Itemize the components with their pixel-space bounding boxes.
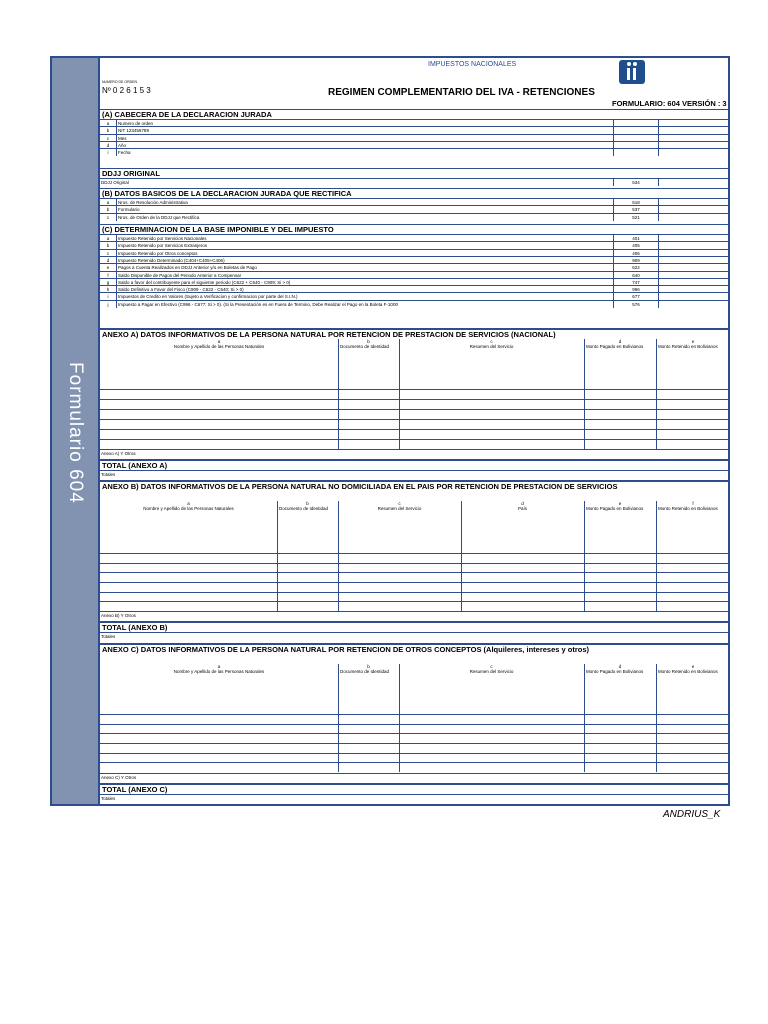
row-code: 909 (613, 257, 659, 264)
section-a-row (100, 148, 728, 156)
row-letter: a (100, 120, 117, 127)
row-description: Saldo Disponible de Pagos del Periodo Anterior a Compensar (118, 272, 242, 278)
table-row[interactable] (100, 582, 728, 583)
table-row[interactable] (100, 419, 728, 420)
anexo-b-table (100, 501, 728, 611)
section-b-title: (B) DATOS BASICOS DE LA DECLARACION JURADA QUE RECTIFICA (100, 188, 728, 198)
column-letter: c (490, 664, 493, 669)
anexo-a-table (100, 339, 728, 449)
anexo-b-total-title: TOTAL (ANEXO B) (100, 621, 728, 632)
table-row[interactable] (100, 429, 728, 430)
row-description: Impuesto Retenido por Otros conceptos (118, 250, 198, 256)
row-letter: a (100, 199, 117, 206)
row-letter: e (100, 264, 117, 271)
ddjj-title: DDJJ ORIGINAL (100, 168, 728, 178)
row-letter: h (100, 286, 117, 293)
column-letter: d (618, 664, 622, 669)
table-column-divider (277, 501, 278, 611)
column-letter: d (521, 501, 524, 506)
table-row[interactable] (100, 601, 728, 602)
column-letter: a (217, 664, 221, 669)
section-c-row (100, 300, 728, 308)
row-letter: d (100, 257, 117, 264)
ddjj-row-desc: DDJJ Original (101, 180, 129, 185)
row-description: Numero de orden (118, 121, 154, 126)
column-header: Monto Pagado en Bolivianos (586, 669, 644, 674)
table-column-divider (338, 664, 339, 772)
anexo-b-title: ANEXO B) DATOS INFORMATIVOS DE LA PERSONA NATURAL NO DOMICILIADA EN EL PAIS POR RETENCION DE PRESTACION DE SERVICIOS (100, 480, 728, 491)
agency-name: IMPUESTOS NACIONALES (428, 61, 517, 68)
anexo-b-footer-row (100, 611, 728, 620)
anexo-c-footer: Anexo C) Y Otros (101, 775, 137, 780)
form-content (100, 58, 728, 804)
anexo-a-totales: Totales (101, 472, 116, 477)
order-number: Nº 0 2 6 1 5 3 (102, 86, 151, 95)
column-header: Nombre y Apellido de las Personas Naturales (173, 344, 265, 349)
row-description: Formulario (118, 207, 140, 213)
table-column-divider (584, 501, 585, 611)
column-header: Resumen del Servicio (377, 506, 422, 511)
anexo-b-totales-row (100, 632, 728, 641)
row-code: 622 (613, 264, 659, 271)
row-value-field[interactable] (657, 301, 728, 308)
row-code: 576 (613, 301, 659, 308)
table-row[interactable] (100, 733, 728, 734)
anexo-a-total-title: TOTAL (ANEXO A) (100, 459, 728, 470)
row-letter: i (100, 293, 117, 300)
row-code: 537 (613, 206, 659, 213)
anexo-c-total-title: TOTAL (ANEXO C) (100, 783, 728, 794)
row-description: Impuesto a Pagar en Efectivo (C996 - C677; Si > 0). (Si la Presentación es en Fuera de Termino, Debe Realizar el Pago en la Boleta F-1000 (118, 301, 398, 307)
column-header: Nombre y Apellido de las Personas Naturales (143, 506, 234, 511)
row-description: Impuestos de Credito en Valores (Sujeto a Verificacion y confirmacion por parte del S.I.N.) (118, 294, 298, 300)
row-value-field[interactable] (657, 214, 728, 221)
section-b-row (100, 213, 728, 221)
table-row[interactable] (100, 753, 728, 754)
table-column-divider (656, 339, 657, 449)
table-row[interactable] (100, 439, 728, 440)
anexo-c-totales: Totales (101, 796, 116, 801)
row-description: Saldo a favor del contribuyente para el siguiente periodo (C622 + C640 - C909; Si > 0) (118, 279, 291, 285)
table-column-divider (338, 339, 339, 449)
row-code (613, 149, 659, 156)
row-letter: g (100, 279, 117, 286)
column-header: Monto Retenido en Bolivianos (658, 506, 718, 511)
column-letter: a (217, 339, 221, 344)
column-header: Monto Retenido en Bolivianos (658, 669, 718, 674)
page-title: REGIMEN COMPLEMENTARIO DEL IVA - RETENCIONES (328, 87, 595, 98)
row-letter: c (100, 214, 117, 221)
row-letter: b (100, 206, 117, 213)
section-c-title: (C) DETERMINACION DE LA BASE IMPONIBLE Y DEL IMPUESTO (100, 224, 728, 234)
anexo-a-title: ANEXO A) DATOS INFORMATIVOS DE LA PERSONA NATURAL POR RETENCION DE PRESTACION DE SERVICIOS (NACIONAL) (100, 328, 728, 339)
anexo-c-table (100, 664, 728, 772)
row-letter: i (100, 149, 117, 156)
column-header: Nombre y Apellido de las Personas Naturales (173, 669, 265, 674)
anexo-c-footer-row (100, 773, 728, 782)
form-604 (50, 56, 730, 806)
row-letter: a (100, 235, 117, 242)
anexo-a-footer-row (100, 449, 728, 458)
row-description: Saldo Definitivo a Favor del Fisco (C909 - C622 - C640; Si > 0) (118, 287, 244, 293)
table-row[interactable] (100, 714, 728, 715)
row-letter: f (100, 272, 117, 279)
row-description: Impuesto Retenido Determinado (C404+C405+C406) (118, 257, 225, 263)
sidebar (52, 58, 100, 804)
table-column-divider (399, 664, 400, 772)
sidebar-title: Formulario 604 (65, 362, 86, 504)
table-row[interactable] (100, 389, 728, 390)
ddjj-row-code: 534 (613, 179, 659, 186)
table-row[interactable] (100, 553, 728, 554)
ddjj-row (100, 178, 728, 186)
form-version: FORMULARIO: 604 VERSIÓN : 3 (612, 99, 727, 108)
anexo-b-totales: Totales (101, 634, 116, 639)
anexo-b-footer: Anexo B) Y Otros (101, 613, 136, 618)
row-code: 521 (613, 214, 659, 221)
anexo-c-totales-row (100, 794, 728, 803)
row-letter: b (100, 127, 117, 134)
table-row[interactable] (100, 572, 728, 573)
column-header: Monto Pagado en Bolivianos (586, 506, 644, 511)
row-description: Fecha (118, 150, 131, 156)
column-letter: c (398, 501, 401, 506)
section-a-title: (A) CABECERA DE LA DECLARACION JURADA (100, 109, 728, 119)
table-column-divider (656, 664, 657, 772)
column-header: Resumen del Servicio (469, 344, 514, 349)
row-description: Pagos a Cuenta Realizados en DDJJ Anterior y/o en Boletas de Pago (118, 265, 257, 271)
row-description: Mes (118, 135, 127, 141)
table-row[interactable] (100, 563, 728, 564)
table-column-divider (338, 501, 339, 611)
row-letter: b (100, 242, 117, 249)
column-header: Resumen del Servicio (469, 669, 514, 674)
column-letter: a (187, 501, 190, 506)
column-letter: f (692, 501, 694, 506)
column-header: Documento de Identidad (340, 344, 390, 349)
table-column-divider (656, 501, 657, 611)
column-letter: b (367, 339, 370, 344)
anexo-c-title: ANEXO C) DATOS INFORMATIVOS DE LA PERSONA NATURAL POR RETENCION DE OTROS CONCEPTOS (Alquileres, intereses y otros) (100, 643, 728, 654)
row-description: Nros. de Orden de la DDJJ que Rectifica (118, 214, 200, 220)
row-code: 518 (613, 199, 659, 206)
row-description: Impuesto Retenido por Servicios Nacionales (118, 236, 207, 241)
column-letter: e (691, 664, 695, 669)
row-code: 401 (613, 235, 659, 242)
table-row[interactable] (100, 724, 728, 725)
table-row[interactable] (100, 743, 728, 744)
row-description: Impuesto Retenido por Servicios Extranjeros (118, 243, 208, 249)
anexo-a-footer: Anexo A) Y Otros (101, 451, 136, 456)
row-letter: j (100, 301, 117, 308)
column-header: Documento de Identidad (279, 506, 329, 511)
row-description: Nros. de Resolución Administrativa (118, 200, 188, 205)
table-row[interactable] (100, 409, 728, 410)
impuestos-nacionales-logo-icon (619, 60, 645, 84)
row-description: Año (118, 142, 127, 148)
row-code: 677 (613, 293, 659, 300)
column-header: País (517, 506, 527, 511)
row-code: 406 (613, 250, 659, 257)
table-row[interactable] (100, 592, 728, 593)
column-header: Documento de Identidad (340, 669, 390, 674)
column-letter: e (618, 501, 622, 506)
author-signature: ANDRIUS_K (663, 809, 721, 820)
column-letter: b (367, 664, 370, 669)
ddjj-value-field[interactable] (657, 179, 728, 186)
column-header: Monto Retenido en Bolivianos (658, 344, 718, 349)
column-letter: c (490, 339, 493, 344)
row-letter: d (100, 142, 117, 149)
table-row[interactable] (100, 762, 728, 763)
row-code: 640 (613, 272, 659, 279)
table-column-divider (461, 501, 462, 611)
order-label: NUMERO DE ORDEN (102, 80, 138, 84)
table-row[interactable] (100, 399, 728, 400)
column-letter: e (691, 339, 695, 344)
row-code: 747 (613, 279, 659, 286)
row-value-field[interactable] (657, 149, 728, 156)
row-code: 996 (613, 286, 659, 293)
anexo-a-totales-row (100, 470, 728, 479)
row-description: NIT 123456789 (118, 128, 149, 134)
table-column-divider (584, 664, 585, 772)
row-letter: c (100, 135, 117, 142)
row-letter: c (100, 250, 117, 257)
table-column-divider (584, 339, 585, 449)
row-code: 405 (613, 242, 659, 249)
column-letter: d (618, 339, 622, 344)
table-column-divider (399, 339, 400, 449)
column-header: Monto Pagado en Bolivianos (586, 344, 644, 349)
column-letter: b (306, 501, 309, 506)
